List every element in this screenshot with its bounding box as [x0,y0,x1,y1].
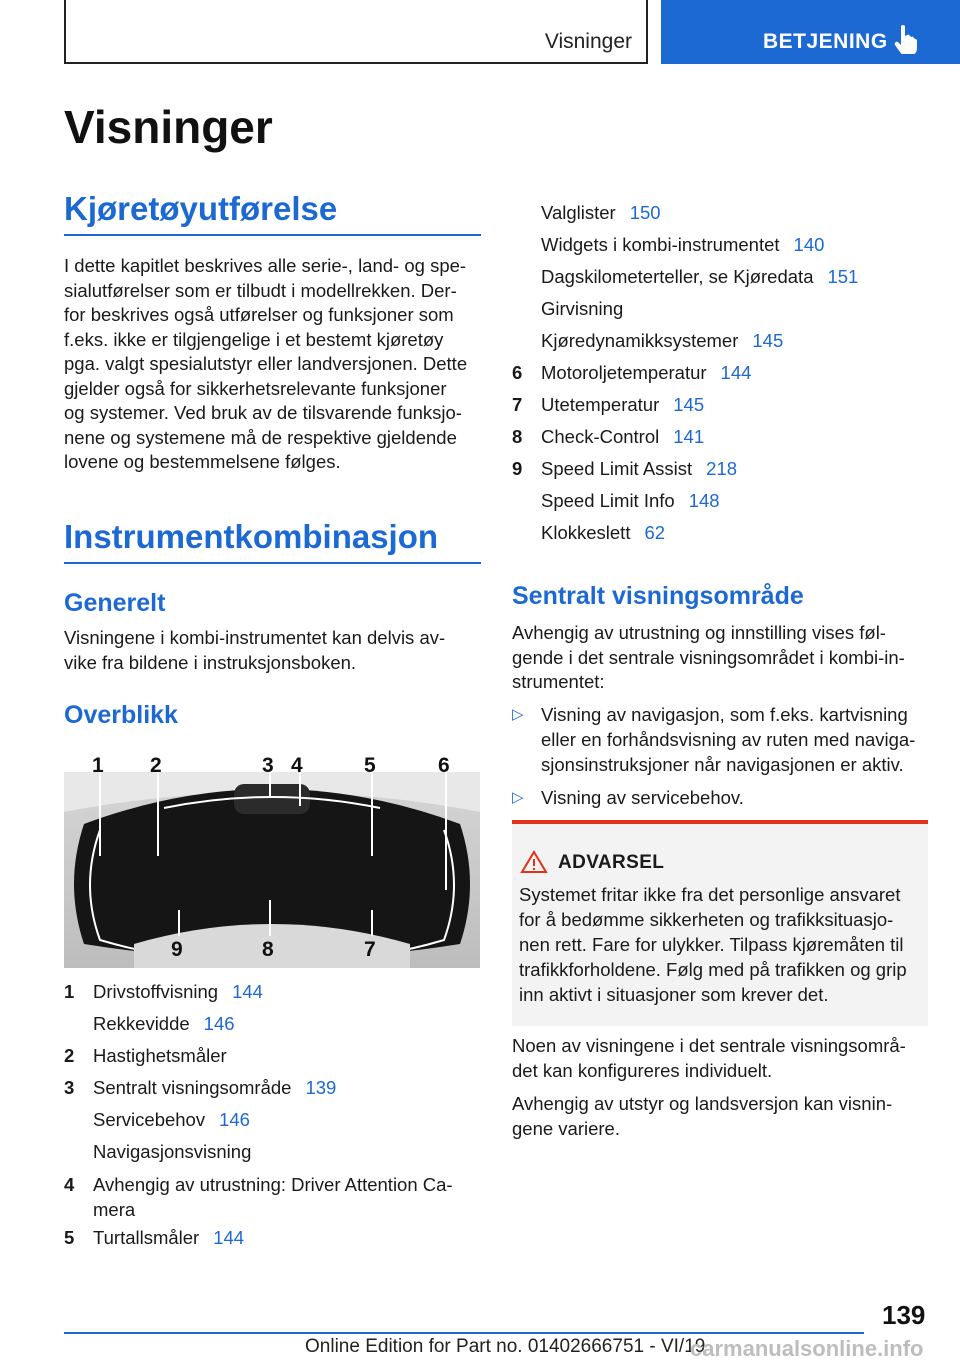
legend-number: 5 [64,1227,75,1248]
warning-title: ADVARSEL [558,852,665,873]
figure-label: 3 [262,754,274,777]
legend-text: Widgets i kombi-instrumentet 140 [541,234,825,255]
page-reference-link[interactable]: 141 [673,426,705,447]
figure-label: 5 [364,754,376,777]
heading-instrumentkombinasjon: Instrumentkombinasjon [64,518,439,555]
sentralt-paragraph: Avhengig av utrustning og innstilling vises føl- gende i det sentrale visningsområdet i kombi-in- strumentet: [512,622,905,692]
heading-generelt: Generelt [64,589,166,617]
legend-text: Speed Limit Info 148 [541,490,720,511]
legend-item [64,1008,481,1040]
page-reference-link[interactable]: 146 [203,1013,235,1034]
figure-label: 1 [92,754,104,777]
legend-number: 9 [512,458,523,479]
legend-text: Motoroljetemperatur 144 [541,362,752,383]
header-chapter-tab[interactable] [661,0,960,64]
pointing-hand-icon [894,24,918,54]
legend-text: Avhengig av utrustning: Driver Attention Ca- mera [93,1174,453,1220]
legend-item [512,197,928,229]
bullet-triangle-icon: ▷ [512,706,524,723]
page-reference-link[interactable]: 140 [793,234,825,255]
page-reference-link[interactable]: 151 [827,266,859,287]
legend-text: Turtallsmåler 144 [93,1227,245,1248]
header-chapter-title: BETJENING [763,30,888,53]
figure-label: 9 [171,938,183,961]
page-title: Visninger [64,101,273,153]
note-paragraph-1: Noen av visningene i det sentrale visningsområ- det kan konfigureres individuelt. [512,1035,906,1081]
bullet-triangle-icon: ▷ [512,789,524,806]
note-paragraph-2: Avhengig av utstyr og landsversjon kan visnin- gene variere. [512,1093,893,1139]
figure-label: 2 [150,754,162,777]
legend-item [512,453,928,485]
warning-box [512,820,928,1026]
legend-text: Utetemperatur 145 [541,394,705,415]
legend-item [512,421,928,453]
legend-text: Klokkeslett 62 [541,522,666,543]
legend-item [512,389,928,421]
bullet-item [512,702,927,777]
bullet-item [512,785,927,810]
legend-item [64,1136,481,1168]
legend-number: 2 [64,1045,75,1066]
bullet-text: Visning av servicebehov. [541,787,744,808]
heading-kjoretoyutforelse: Kjøretøyutførelse [64,190,338,227]
legend-item [512,357,928,389]
heading-overblikk: Overblikk [64,701,178,729]
page-reference-link[interactable]: 62 [644,522,666,543]
legend-number: 8 [512,426,523,447]
bullet-list [512,702,927,818]
legend-list-right [512,197,928,549]
heading-sentralt-visningsomrade: Sentralt visningsområde [512,582,804,610]
legend-text: Navigasjonsvisning [93,1141,252,1162]
figure-label: 6 [438,754,450,777]
legend-number: 4 [64,1174,75,1195]
section1-paragraph: I dette kapitlet beskrives alle serie-, land- og spe- sialutførelser som er tilbudt i modellrekken. Der- for beskrives også utførelser og funksjoner som f.eks. ikke er tilgjengelige i et bestemt kjøretøy pga. valgt spesialutstyr eller landversjonen. Dette gjelder også for sikkerhetsrelevante funksjoner og systemer. Ved bruk av de tilsvarende funksjo- nene og systemene må de respektive gjeldende lovene og bestemmelsene følges. [64,255,468,472]
legend-item [64,1168,481,1222]
page-reference-link[interactable]: 144 [720,362,752,383]
legend-item [64,1072,481,1104]
legend-text: Dagskilometerteller, se Kjøredata 151 [541,266,859,287]
warning-text: Systemet fritar ikke fra det personlige ansvaret for å bedømme sikkerheten og trafikksituasjo- nen rett. Fare for ulykker. Tilpass kjøremåten til trafikkforholdene. Følg med på trafikken og grip inn aktivt i situasjoner som krever det. [519,884,907,1005]
page-reference-link[interactable]: 144 [213,1227,245,1248]
figure-label: 8 [262,938,274,961]
legend-item [512,485,928,517]
header-section-title: Visninger [544,30,632,53]
page-reference-link[interactable]: 146 [219,1109,250,1130]
legend-item [512,229,928,261]
legend-text: Valglister 150 [541,202,661,223]
legend-number: 1 [64,981,75,1002]
page-reference-link[interactable]: 218 [706,458,738,479]
page-number: 139 [882,1300,926,1330]
page-reference-link[interactable]: 150 [629,202,661,223]
legend-number: 3 [64,1077,75,1098]
legend-item [512,261,928,293]
legend-item [512,325,928,357]
page-reference-link[interactable]: 139 [305,1077,337,1098]
legend-text: Check-Control 141 [541,426,705,447]
legend-number: 6 [512,362,523,383]
watermark: carmanualsonline.info [690,1336,924,1361]
page-reference-link[interactable]: 145 [752,330,784,351]
page-reference-link[interactable]: 148 [688,490,720,511]
legend-list-left [64,976,481,1254]
legend-number: 7 [512,394,523,415]
footer-edition: Online Edition for Part no. 01402666751 - VI/19 [305,1336,706,1357]
legend-item [512,517,928,549]
legend-text: Hastighetsmåler [93,1045,227,1066]
heading-rule [64,234,481,236]
legend-item [64,1040,481,1072]
figure-label: 7 [364,938,376,961]
footer-rule [64,1332,864,1334]
legend-text: Drivstoffvisning 144 [93,981,263,1002]
header-section-box [64,0,648,64]
legend-text: Servicebehov 146 [93,1109,250,1130]
bullet-text: Visning av navigasjon, som f.eks. kartvisning eller en forhåndsvisning av ruten med naviga- sjonsinstruksjoner når navigasjonen er aktiv. [541,704,916,775]
instrument-cluster-figure [64,744,480,968]
warning-triangle-icon [520,850,548,874]
legend-item [64,1222,481,1254]
legend-text: Rekkevidde 146 [93,1013,235,1034]
legend-text: Sentralt visningsområde 139 [93,1077,337,1098]
legend-text: Kjøredynamikksystemer 145 [541,330,784,351]
legend-item [512,293,928,325]
page-reference-link[interactable]: 144 [232,981,263,1002]
heading-rule [64,562,481,564]
figure-label: 4 [291,754,303,777]
legend-item [64,976,481,1008]
legend-text: Girvisning [541,298,624,319]
legend-text: Speed Limit Assist 218 [541,458,738,479]
generelt-paragraph: Visningene i kombi-instrumentet kan delvis av- vike fra bildene i instruksjonsboken. [64,627,446,673]
legend-item [64,1104,481,1136]
page-reference-link[interactable]: 145 [673,394,705,415]
